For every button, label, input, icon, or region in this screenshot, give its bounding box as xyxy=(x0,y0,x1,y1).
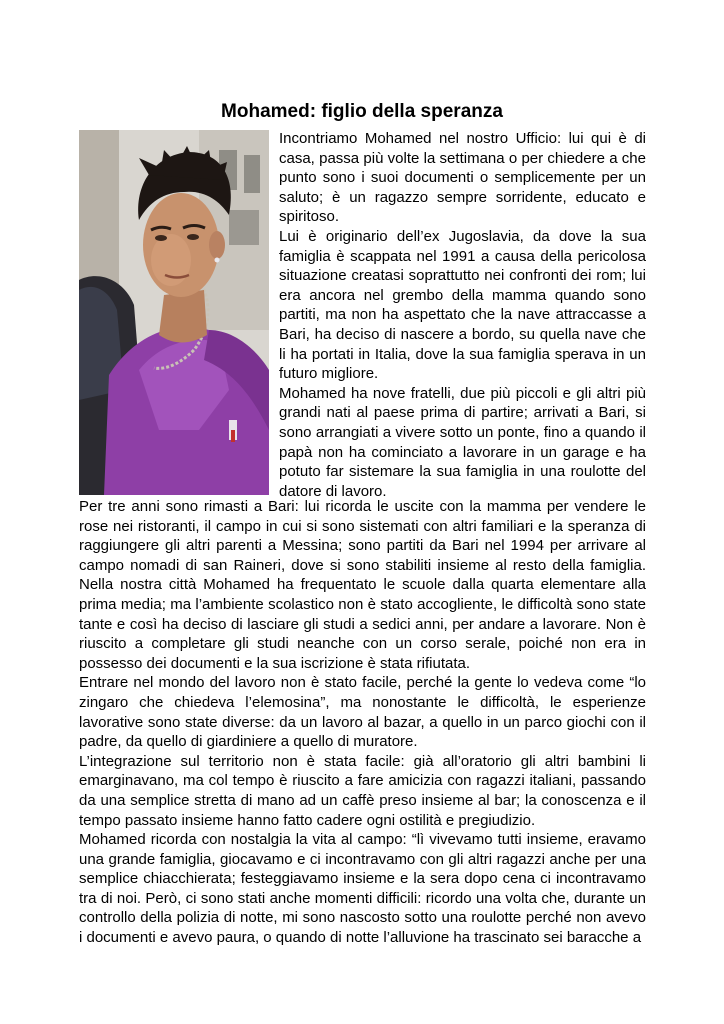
paragraph: Mohamed ricorda con nostalgia la vita al campo: “lì vivevamo tutti insieme, eravamo una grande famiglia, giocavamo e ci incontravamo con gli altri ragazzi anche per una semplice chiacchierata; festeggiavamo insieme e la sera dopo cena ci incontravamo tra di noi. Però, ci sono stati anche momenti difficili: ricordo una volta che, durante un controllo della polizia di notte, mi sono nascosto sotto una roulotte perché non avevo i documenti e avevo paura, o quando di notte l’alluvione ha trascinato sei baracche a xyxy=(79,831,646,947)
paragraph: Entrare nel mondo del lavoro non è stato facile, perché la gente lo vedeva come “lo zingaro che chiedeva l’elemosina”, ma nonostante le difficoltà, le esperienze lavorative sono state diverse: da un lavoro al bazar, a quello in un parco giochi con il padre, da quello di giardiniere a quello di muratore. xyxy=(79,674,646,751)
article-title: Mohamed: figlio della speranza xyxy=(221,100,503,122)
text-column-beside-photo xyxy=(279,129,646,501)
paragraph: Per tre anni sono rimasti a Bari: lui ricorda le uscite con la mamma per vendere le rose nei ristoranti, il campo in cui si sono sistemati con altri familiari e la speranza di raggiungere gli altri parenti a Messina; sono partiti da Bari nel 1994 per arrivare al campo nomadi di san Raineri, dove si sono stabiliti insieme al resto della famiglia. Nella nostra città Mohamed ha frequentato le scuole dalla quarta elementare alla prima media; ma l’ambiente scolastico non è stato accogliente, le difficoltà sono state tante e così ha deciso di lasciare gli studi a sedici anni, per andare a lavorare. Non è riuscito a completare gli studi neanche con un corso serale, poiché non era in possesso dei documenti e la sua iscrizione è stata rifiutata. xyxy=(79,498,646,672)
portrait-photo-image xyxy=(79,130,269,495)
paragraph: Lui è originario dell’ex Jugoslavia, da dove la sua famiglia è scappata nel 1991 a causa della pericolosa situazione creatasi soprattutto nei confronti dei rom; lui era ancora nel grembo della mamma quando sono partiti, ma non ha aspettato che la nave attraccasse a Bari, ha deciso di nascere a bordo, su quella nave che li ha portati in Italia, dove la sua famiglia sperava in un futuro migliore. xyxy=(279,227,646,383)
paragraph: Incontriamo Mohamed nel nostro Ufficio: lui qui è di casa, passa più volte la settimana o per chiedere a che punto sono i suoi documenti o semplicemente per un saluto; è un ragazzo sempre sorridente, educato e spiritoso. xyxy=(279,130,646,226)
paragraph: L’integrazione sul territorio non è stata facile: già all’oratorio gli altri bambini li emarginavano, ma col tempo è riuscito a fare amicizia con ragazzi italiani, passando da una semplice stretta di mano ad un caffè preso insieme al bar; la conoscenza e il tempo passato insieme hanno fatto cadere ogni ostilità e pregiudizio. xyxy=(79,752,646,829)
portrait-photo xyxy=(79,130,269,495)
text-column-full-width xyxy=(79,497,646,948)
paragraph: Mohamed ha nove fratelli, due più piccoli e gli altri più grandi nati al paese prima di partire; arrivati a Bari, si sono arrangiati a vivere sotto un ponte, fino a quando il papà non ha cominciato a lavorare in un garage e ha potuto far sistemare la sua famiglia in una roulotte del datore di lavoro. xyxy=(279,384,646,500)
